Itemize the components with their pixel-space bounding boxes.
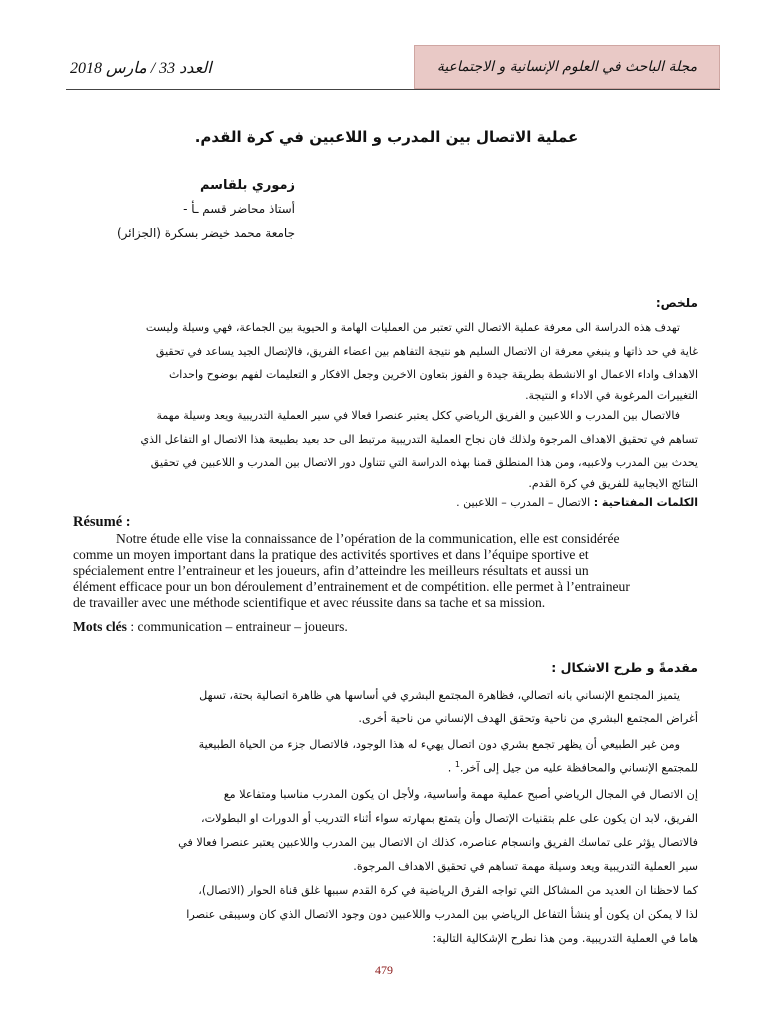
abstract-line: تهدف هذه الدراسة الى معرفة عملية الاتصال التي تعتبر من العمليات الهامة و الحيوية بين الجماعة، فهي وسيلة وليست — [145, 321, 680, 334]
mots-cles — [73, 619, 348, 635]
intro-line: كما لاحظنا ان العديد من المشاكل التي تواجه الفرق الرياضية في كرة القدم سببها غلق قناة الحوار (الاتصال)، — [198, 884, 698, 897]
abstract-line: تساهم في تحقيق الاهداف المرجوة ولذلك فان نجاح العملية التدريبية مرتبط الى حد بعيد بطبيعة هذا الاتصال او التفاعل الذي — [140, 433, 698, 446]
author-university: جامعة محمد خيضر بسكرة (الجزائر) — [116, 226, 295, 240]
author-position: أستاذ محاضر قسم ـأ - — [183, 202, 295, 216]
intro-line: فالاتصال يؤثر على تماسك الفريق وانسجام عناصره، كذلك ان الاتصال بين المدرب واللاعبين يعتبر عنصرا فعالا في — [178, 836, 698, 849]
intro-line: إن الاتصال في المجال الرياضي أصبح عملية مهمة وأساسية، ولأجل ان يكون المدرب مناسبا ومتفاعلا مع — [223, 788, 698, 801]
abstract-line: التغييرات المرغوبة في الاداء و النتيجة. — [525, 389, 698, 402]
journal-title: مجلة الباحث في العلوم الإنسانية و الاجتماعية — [436, 59, 698, 75]
resume-line: spécialement entre l’entraineur et les joueurs, afin d’atteindre les meilleurs résultats et aussi un — [73, 563, 589, 578]
resume-line: élément efficace pour un bon déroulement d’entrainement et de compétition. elle permet à l’entraineur — [73, 579, 630, 594]
keywords-ar-values: الاتصال – المدرب – اللاعبين . — [456, 496, 594, 509]
author-name: زموري بلقاسم — [199, 178, 295, 193]
intro-heading: مقدمةً و طرح الاشكال : — [551, 660, 698, 675]
intro-line-with-footnote: للمجتمع الإنساني والمحافظة عليه من جيل إلى آخر.$^1$ . — [447, 760, 698, 775]
mots-cles-label: Mots clés — [73, 619, 127, 634]
keywords-ar — [456, 496, 698, 509]
intro-line: للمجتمع الإنساني والمحافظة عليه من جيل إلى آخر. — [459, 761, 698, 775]
header-rule — [66, 89, 720, 90]
intro-line: سير العملية التدريبية ويعد وسيلة مهمة تساهم في تحقيق الاهداف المرجوة. — [353, 860, 698, 873]
resume-line: Notre étude elle vise la connaissance de l’opération de la communication, elle est considérée — [116, 531, 620, 546]
mots-cles-values: : communication – entraineur – joueurs. — [126, 619, 348, 634]
intro-line: يتميز المجتمع الإنساني بانه اتصالي، فظاهرة المجتمع البشري في أساسها هي ظاهرة اتصالية بحتة، تسهل — [199, 689, 680, 702]
abstract-line: غاية في حد ذاتها و ينبغي معرفة ان الاتصال السليم هو نتيجة التفاهم بين اعضاء الفريق، فالإتصال الجيد يساعد في تحقيق — [155, 345, 698, 358]
abstract-heading: ملخص: — [655, 296, 698, 310]
abstract-line: النتائج الايجابية للفريق في كرة القدم. — [528, 477, 698, 490]
footnote-ref: 1 — [454, 760, 460, 769]
abstract-line: يحدث بين المدرب ولاعبيه، ومن هذا المنطلق قمنا بهذه الدراسة التي تتناول دور الاتصال بين المدرب و اللاعبين في تحقيق — [150, 456, 698, 469]
intro-line: هاما في العملية التدريبية. ومن هذا نطرح الإشكالية التالية: — [432, 932, 698, 945]
resume-heading: Résumé : — [73, 514, 131, 530]
abstract-line: الاهداف واداء الاعمال او الانشطة بطريقة جيدة و الفوز بتعاون الاخرين وجعل الافكار و التعليمات لفهم بوضوح واحداث — [168, 368, 698, 381]
issue-info: العدد 33 / مارس 2018 — [70, 60, 212, 77]
journal-title-box — [414, 45, 720, 89]
resume-line: comme un moyen important dans la pratique des activités sportives et dans l’équipe sportive et — [73, 547, 589, 562]
intro-line: أغراض المجتمع البشري من ناحية وتحقق الهدف الإنساني من ناحية أخرى. — [358, 712, 698, 725]
intro-line: ومن غير الطبيعي أن يظهر تجمع بشري دون اتصال يهيء له هذا الوجود، فالاتصال جزء من الحياة الطبيعية — [198, 738, 680, 751]
resume-line: de travailler avec une méthode scientifique et avec réussite dans sa tache et sa mission. — [73, 595, 546, 610]
article-title: عملية الاتصال بين المدرب و اللاعبين في كرة القدم. — [194, 128, 579, 146]
page-number: 479 — [375, 963, 393, 977]
intro-line: لذا لا يمكن ان يكون أو ينشأ التفاعل الرياضي بين المدرب واللاعبين دون وجود الاتصال الذي كان وسيبقى عنصرا — [186, 908, 698, 921]
keywords-ar-label: الكلمات المفتاحية : — [593, 496, 698, 509]
abstract-line: فالاتصال بين المدرب و اللاعبين و الفريق الرياضي ككل يعتبر عنصرا فعالا في سير العملية التدريبية ويعد وسيلة مهمة — [156, 409, 680, 422]
intro-line: الفريق، لابد ان يكون على علم بتقنيات الإتصال وأن يتمتع بمهارته سواء أثناء التدريب أو الدورات او البطولات، — [200, 812, 698, 825]
